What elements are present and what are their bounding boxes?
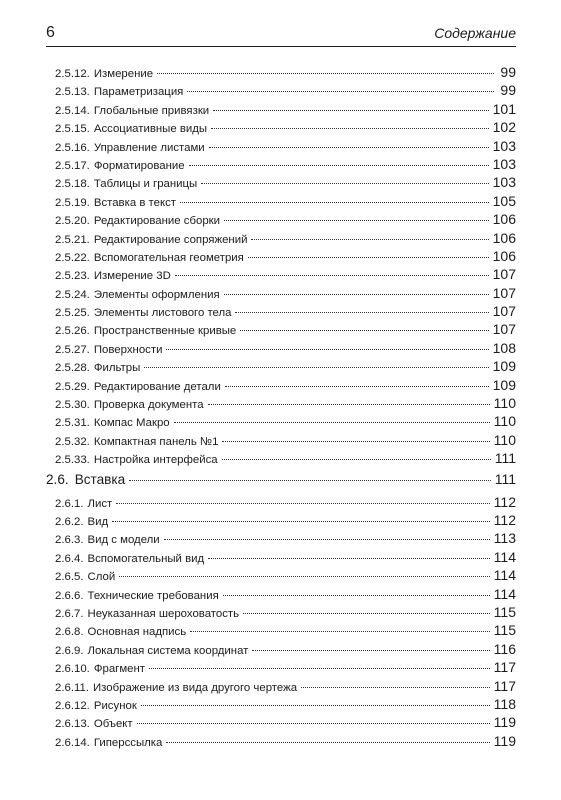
toc-entry-number: 2.5.20. [55, 215, 90, 228]
toc-entry-page-number: 107 [492, 321, 516, 338]
toc-entry-number: 2.5.17. [55, 159, 90, 172]
toc-entry-page-number: 103 [492, 174, 516, 191]
dot-leader [251, 239, 488, 240]
toc-entry [46, 659, 516, 677]
toc-entry-page-number: 110 [493, 395, 516, 412]
dot-leader [222, 441, 489, 442]
toc-entry [46, 303, 516, 321]
toc-entry-title: Измерение [93, 68, 154, 80]
dot-leader [144, 367, 488, 368]
toc-entry-title: Слой [87, 571, 116, 584]
dot-leader [224, 294, 489, 295]
toc-entry [46, 230, 516, 248]
toc-entry-number: 2.6.3. [55, 534, 84, 547]
toc-entry [46, 567, 516, 585]
toc-entry-number: 2.6.6. [55, 589, 84, 602]
toc-entry-page-number: 103 [492, 155, 516, 172]
toc-entry-page-number: 112 [493, 493, 516, 510]
dot-leader [157, 73, 494, 74]
toc-entry [46, 248, 516, 266]
toc-entry [46, 413, 516, 431]
dot-leader [187, 91, 494, 92]
toc-entry-title: Вспомогательная геометрия [93, 251, 244, 264]
toc-entry [46, 193, 516, 211]
toc-entry [46, 678, 516, 696]
toc-entry-page-number: 119 [493, 732, 516, 749]
toc-entry-number: 2.5.25. [55, 307, 90, 320]
toc-entry-title: Вспомогательный вид [87, 552, 205, 565]
toc-entry [46, 733, 516, 751]
toc-entry-page-number: 111 [494, 470, 516, 487]
toc-entry-page-number: 115 [493, 622, 516, 639]
toc-entry-title: Форматирование [93, 159, 185, 172]
toc-entry-page-number: 118 [493, 695, 516, 712]
toc-entry-title: Элементы оформления [93, 288, 220, 301]
dot-leader [137, 723, 490, 724]
toc-entry-number: 2.5.21. [55, 233, 90, 246]
toc-entry-number: 2.6.10. [55, 663, 90, 676]
toc-entry-title: Измерение 3D [93, 270, 171, 283]
toc-entry-title: Управление листами [93, 141, 205, 154]
toc-entry-number: 2.5.14. [55, 104, 90, 117]
dot-leader [149, 668, 490, 669]
toc-entry-page-number: 110 [493, 431, 516, 448]
toc-entry-title: Рисунок [93, 699, 137, 712]
toc-entry-number: 2.6.7. [55, 607, 84, 620]
toc-entry-title: Лист [87, 497, 113, 510]
toc-entry [46, 530, 516, 548]
dot-leader [235, 312, 488, 313]
toc-entry-page-number: 117 [493, 677, 516, 694]
toc-entry-number: 2.5.19. [55, 196, 90, 209]
dot-leader [164, 539, 490, 540]
dot-leader [240, 330, 488, 331]
toc-entry-page-number: 102 [492, 119, 516, 136]
dot-leader [222, 459, 491, 460]
toc-entry-title: Технические требования [87, 589, 219, 602]
toc-entry-number: 2.6.1. [55, 497, 84, 510]
toc-entry-title: Проверка документа [93, 399, 204, 412]
toc-entry-title: Таблицы и границы [93, 178, 198, 191]
toc-entry-number: 2.5.15. [55, 123, 90, 136]
toc-entry [46, 586, 516, 604]
dot-leader [248, 257, 489, 258]
toc-entry-title: Неуказанная шероховатость [87, 607, 240, 620]
toc-entry [46, 340, 516, 358]
toc-entry-page-number: 106 [492, 211, 516, 228]
toc-entry-title: Фильтры [93, 362, 141, 375]
toc-entry [46, 696, 516, 714]
toc-entry-number: 2.5.30. [55, 399, 90, 412]
toc-entry [46, 494, 516, 512]
toc-entry-title: Элементы листового тела [93, 307, 232, 320]
toc-entry [46, 358, 516, 376]
toc-entry [46, 641, 516, 659]
dot-leader [211, 128, 489, 129]
dot-leader [166, 742, 489, 743]
toc-entry-page-number: 112 [493, 511, 516, 528]
toc-entry-page-number: 106 [492, 247, 516, 264]
toc-entry-title: Вставка в текст [93, 196, 177, 209]
toc-entry-title: Глобальные привязки [93, 104, 210, 117]
toc-entry-page-number: 113 [493, 530, 516, 547]
toc-entry-title: Гиперссылка [93, 736, 163, 749]
toc-entry-title: Поверхности [93, 343, 163, 356]
page-number: 6 [46, 24, 55, 41]
toc-entry-page-number: 107 [492, 284, 516, 301]
toc-entry-number: 2.5.26. [55, 325, 90, 338]
toc-entry-title: Фрагмент [93, 663, 146, 676]
table-of-contents [46, 64, 516, 751]
toc-entry-page-number: 105 [492, 192, 516, 209]
running-title: Содержание [434, 25, 516, 41]
toc-section-entry [46, 469, 516, 494]
toc-entry-number: 2.6.13. [55, 718, 90, 731]
toc-entry [46, 321, 516, 339]
toc-entry [46, 395, 516, 413]
toc-entry-page-number: 108 [492, 339, 516, 356]
dot-leader [208, 404, 490, 405]
toc-entry-title: Основная надпись [87, 626, 187, 639]
toc-entry-number: 2.6.4. [55, 552, 84, 565]
toc-entry-number: 2.6.14. [55, 736, 90, 749]
toc-entry-page-number: 109 [492, 358, 516, 375]
toc-entry-title: Вид с модели [87, 534, 160, 547]
toc-entry [46, 174, 516, 192]
toc-entry [46, 549, 516, 567]
dot-leader [252, 650, 489, 651]
toc-entry-page-number: 109 [492, 376, 516, 393]
toc-entry-title: Редактирование сопряжений [93, 233, 248, 246]
toc-entry-title: Компактная панель №1 [93, 435, 219, 448]
toc-entry-page-number: 115 [493, 603, 516, 620]
toc-entry-title: Компас Макро [93, 417, 170, 430]
toc-entry-number: 2.6.5. [55, 571, 84, 584]
toc-entry [46, 211, 516, 229]
toc-entry [46, 285, 516, 303]
toc-entry [46, 101, 516, 119]
dot-leader [129, 480, 491, 481]
dot-leader [208, 558, 490, 559]
toc-entry-number: 2.6.11. [55, 681, 89, 694]
dot-leader [209, 147, 489, 148]
dot-leader [243, 613, 490, 614]
toc-entry-page-number: 116 [493, 640, 516, 657]
dot-leader [213, 110, 488, 111]
dot-leader [166, 349, 488, 350]
toc-entry-page-number: 110 [493, 413, 516, 430]
dot-leader [301, 687, 490, 688]
toc-entry-page-number: 99 [500, 64, 516, 80]
toc-entry-page-number: 107 [492, 266, 516, 283]
toc-entry-page-number: 119 [493, 714, 516, 731]
toc-entry [46, 604, 516, 622]
toc-entry-page-number: 107 [492, 303, 516, 320]
toc-entry [46, 377, 516, 395]
toc-entry [46, 512, 516, 530]
toc-entry [46, 64, 516, 82]
toc-entry [46, 714, 516, 732]
toc-entry [46, 450, 516, 468]
toc-entry-number: 2.6.9. [55, 644, 84, 657]
toc-entry-number: 2.6.12. [55, 699, 90, 712]
toc-entry-title: Ассоциативные виды [93, 123, 208, 136]
toc-entry-number: 2.5.18. [55, 178, 90, 191]
toc-entry [46, 138, 516, 156]
toc-entry-page-number: 117 [493, 659, 516, 676]
toc-entry-number: 2.5.24. [55, 288, 90, 301]
dot-leader [116, 503, 489, 504]
toc-entry-page-number: 99 [500, 82, 516, 99]
toc-entry-number: 2.5.23. [55, 270, 90, 283]
toc-entry-title: Вставка [74, 471, 126, 487]
toc-entry-number: 2.5.12. [55, 68, 90, 80]
toc-entry-number: 2.5.28. [55, 362, 90, 375]
dot-leader [112, 521, 490, 522]
toc-entry-number: 2.5.27. [55, 343, 90, 356]
toc-entry-number: 2.5.32. [55, 435, 90, 448]
toc-entry [46, 82, 516, 100]
toc-entry-number: 2.5.16. [55, 141, 90, 154]
toc-entry-title: Вид [87, 515, 109, 528]
toc-entry-number: 2.5.29. [55, 380, 90, 393]
dot-leader [201, 183, 488, 184]
page-header [46, 22, 516, 47]
toc-entry-number: 2.6.2. [55, 515, 84, 528]
toc-entry-title: Изображение из вида другого чертежа [93, 681, 298, 694]
dot-leader [174, 422, 490, 423]
toc-entry-number: 2.6.8. [55, 626, 84, 639]
toc-entry-title: Параметризация [93, 86, 184, 99]
toc-entry-number: 2.5.22. [55, 251, 90, 264]
toc-entry-title: Объект [93, 718, 133, 731]
dot-leader [189, 165, 489, 166]
toc-entry-page-number: 106 [492, 229, 516, 246]
toc-entry [46, 432, 516, 450]
toc-entry-number: 2.6. [46, 471, 69, 487]
dot-leader [180, 202, 489, 203]
toc-entry-number: 2.5.33. [55, 454, 90, 467]
toc-entry-title: Настройка интерфейса [93, 454, 218, 467]
dot-leader [223, 595, 490, 596]
toc-entry [46, 119, 516, 137]
toc-entry [46, 266, 516, 284]
toc-entry-page-number: 114 [493, 585, 516, 602]
dot-leader [119, 576, 489, 577]
toc-entry-title: Редактирование сборки [93, 215, 221, 228]
toc-entry-page-number: 111 [494, 450, 516, 467]
toc-entry-title: Пространственные кривые [93, 325, 237, 338]
dot-leader [224, 220, 489, 221]
toc-entry-page-number: 101 [492, 100, 516, 117]
toc-entry-number: 2.5.31. [55, 417, 90, 430]
toc-entry [46, 156, 516, 174]
toc-entry-title: Локальная система координат [87, 644, 249, 657]
dot-leader [225, 386, 489, 387]
dot-leader [141, 705, 490, 706]
dot-leader [190, 631, 490, 632]
toc-entry-page-number: 114 [493, 548, 516, 565]
dot-leader [175, 275, 489, 276]
toc-entry-page-number: 103 [492, 137, 516, 154]
toc-entry-title: Редактирование детали [93, 380, 221, 393]
toc-entry-number: 2.5.13. [55, 86, 90, 99]
toc-entry [46, 622, 516, 640]
toc-entry-page-number: 114 [493, 567, 516, 584]
